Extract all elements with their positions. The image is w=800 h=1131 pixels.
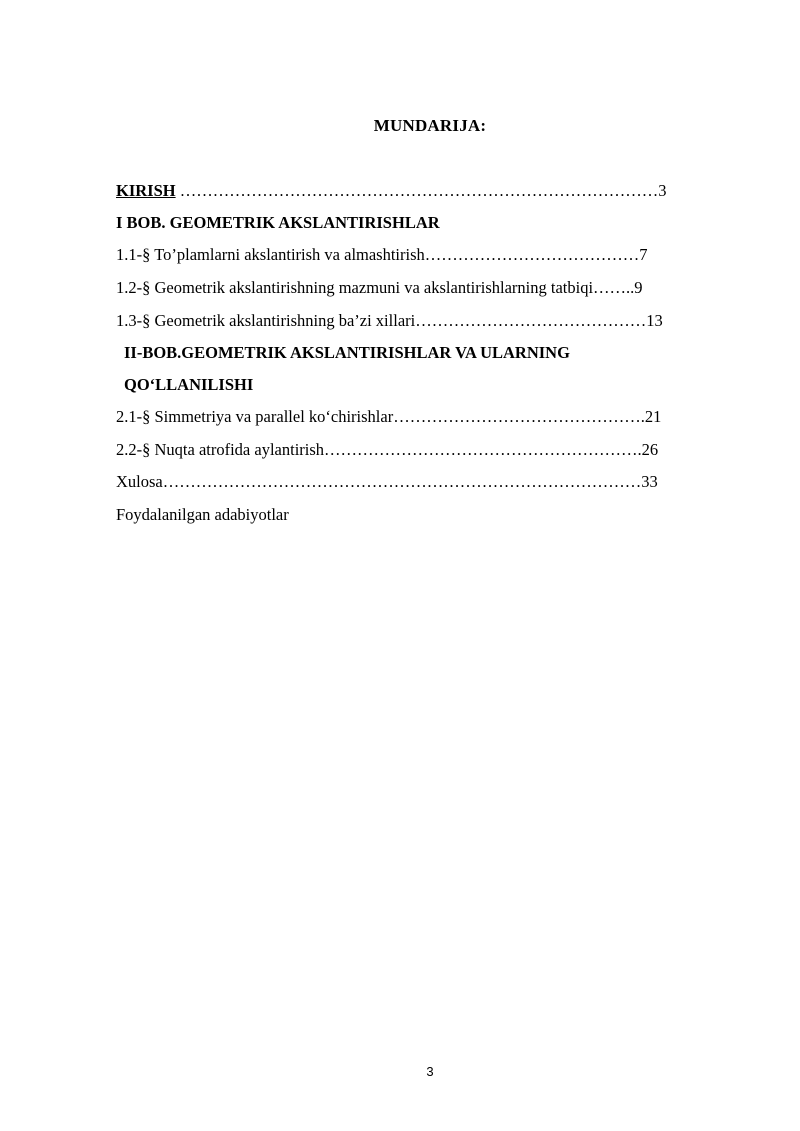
toc-entry-2-1: 2.1-§ Simmetriya va parallel ko‘chirishlar……………………………………….21	[116, 407, 662, 426]
toc-entry-1-1: 1.1-§ To’plamlarni akslantirish va almashtirish…………………………………7	[116, 245, 648, 264]
toc-chapter-2-line-1: II-BOB.GEOMETRIK AKSLANTIRISHLAR VA ULARNING	[124, 343, 570, 362]
toc-kirish-leader: ……………………………………………………………………………3	[175, 181, 667, 200]
toc-entry-1-3: 1.3-§ Geometrik akslantirishning ba’zi xillari……………………………………13	[116, 311, 663, 330]
toc-entry-2-2: 2.2-§ Nuqta atrofida aylantirish………………………………………………….26	[116, 440, 659, 459]
toc-entry-kirish	[116, 181, 666, 201]
toc-entry-xulosa: Xulosa……………………………………………………………………………33	[116, 472, 658, 491]
page-number: 3	[426, 1064, 434, 1079]
page-title: MUNDARIJA:	[373, 116, 487, 135]
toc-entry-references: Foydalanilgan adabiyotlar	[116, 505, 289, 524]
toc-chapter-2-line-2: QO‘LLANILISHI	[124, 375, 254, 394]
toc-kirish-label: KIRISH	[116, 181, 176, 200]
toc-entry-1-2: 1.2-§ Geometrik akslantirishning mazmuni va akslantirishlarning tatbiqi……..9	[116, 278, 643, 297]
toc-chapter-1: I BOB. GEOMETRIK AKSLANTIRISHLAR	[116, 213, 440, 232]
